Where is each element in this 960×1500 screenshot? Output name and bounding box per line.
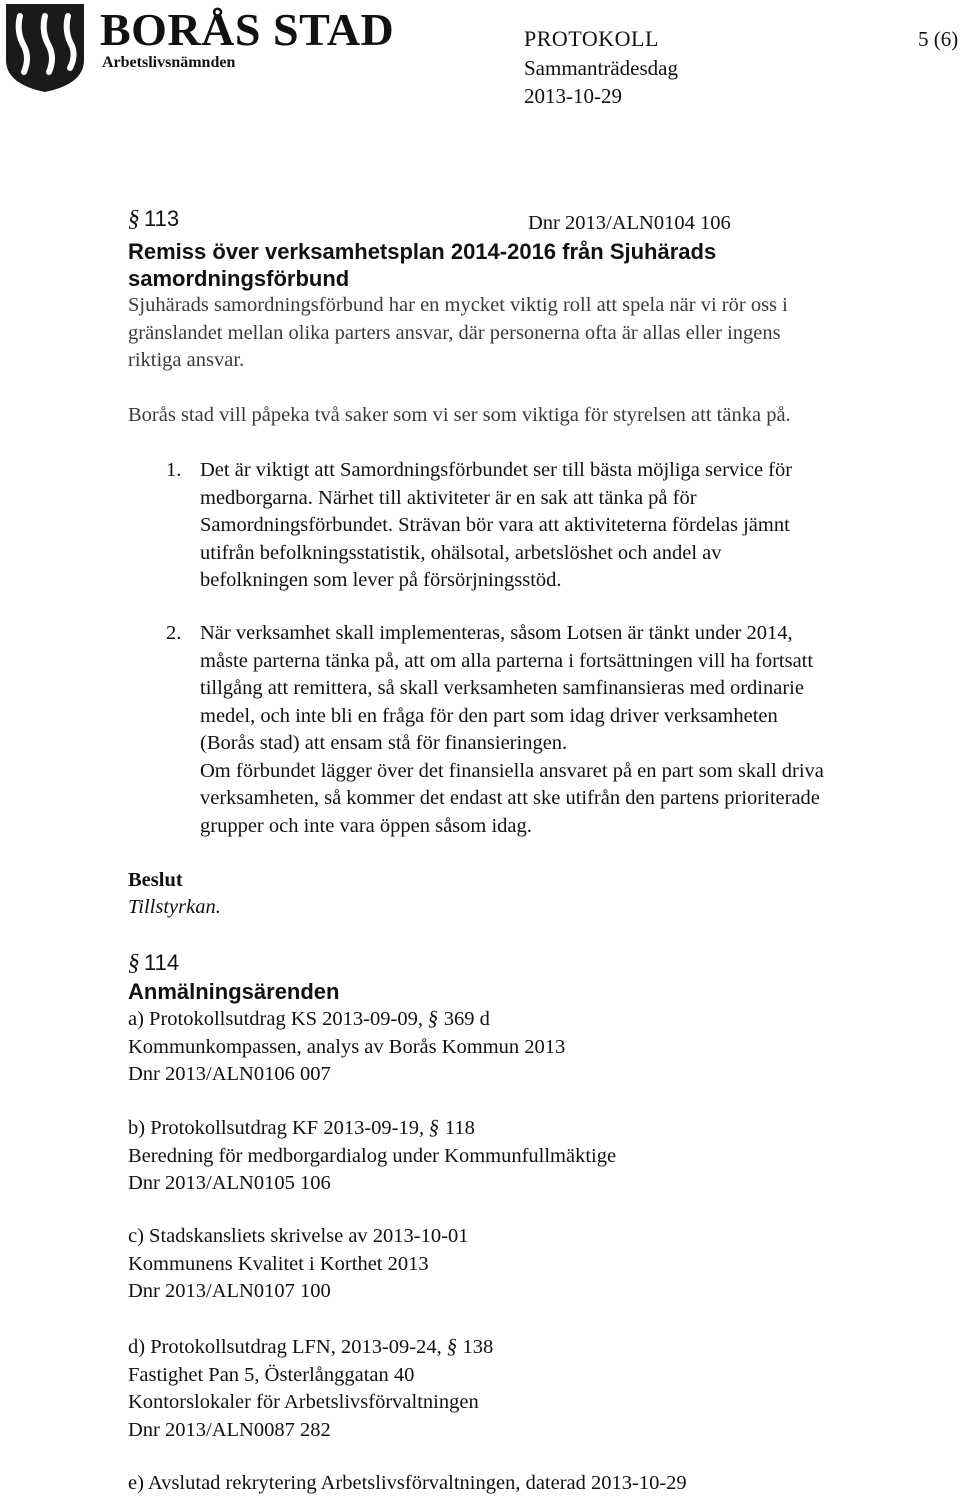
- list-line: (Borås stad) att ensam stå för finansieringen.: [200, 732, 568, 754]
- list-line: Om förbundet lägger över det finansiella ansvaret på en part som skall driva: [200, 759, 824, 782]
- logo-title: BORÅS STAD: [100, 4, 395, 55]
- item-text: d) Protokollsutdrag LFN, 2013-09-24,: [128, 1336, 442, 1358]
- section-114-title: Anmälningsärenden: [128, 979, 340, 1004]
- list-line: medel, och inte bli en fråga för den part som idag driver verksamheten: [200, 704, 778, 727]
- section-dnr: Dnr 2013/ALN0104 106: [528, 212, 731, 234]
- meeting-type: Sammanträdesdag: [524, 56, 678, 80]
- item-line: Dnr 2013/ALN0107 100: [128, 1280, 331, 1302]
- list-line: grupper och inte vara öppen såsom idag.: [200, 814, 532, 837]
- item-e: e) Avslutad rekrytering Arbetslivsförvaltningen, daterad 2013-10-29: [128, 1472, 687, 1494]
- section-number: 113: [144, 206, 180, 231]
- item-b-line-1: [128, 1114, 928, 1143]
- paragraph-sign-icon: §: [445, 1334, 460, 1358]
- item-d: [128, 1333, 928, 1444]
- item-ref: 369 d: [443, 1008, 490, 1030]
- list-line: utifrån befolkningsstatistik, ohälsotal, arbetslöshet och andel av: [200, 541, 722, 564]
- paragraph-sign-icon: §: [426, 1006, 441, 1030]
- item-line: Kommunens Kvalitet i Korthet 2013: [128, 1252, 429, 1275]
- section-title-line-2: samordningsförbund: [128, 266, 350, 291]
- intro-line: riktiga ansvar.: [128, 349, 245, 371]
- list-item-2: [166, 620, 940, 840]
- list-line: befolkningen som lever på försörjningsstöd.: [200, 569, 562, 591]
- item-text: a) Protokollsutdrag KS 2013-09-09,: [128, 1008, 423, 1030]
- item-a: [128, 1005, 928, 1089]
- item-line: Beredning för medborgardialog under Kommunfullmäktige: [128, 1144, 617, 1167]
- item-ref: 138: [462, 1336, 494, 1358]
- list-number: 1.: [166, 459, 182, 481]
- item-line: Dnr 2013/ALN0087 282: [128, 1418, 331, 1441]
- document-type: PROTOKOLL: [524, 26, 659, 51]
- paragraph-sign-icon: §: [427, 1115, 442, 1139]
- statement-paragraph: Borås stad vill påpeka två saker som vi ser som viktiga för styrelsen att tänka på.: [128, 404, 791, 426]
- list-line: verksamheten, så kommer det endast att ske utifrån den partens prioriterade: [200, 787, 820, 809]
- item-line: Dnr 2013/ALN0105 106: [128, 1172, 331, 1194]
- section-113-header: [128, 206, 179, 233]
- page-number: 5 (6): [918, 27, 959, 51]
- logo-subtitle: Arbetslivsnämnden: [102, 54, 236, 71]
- decision-text: Tillstyrkan.: [128, 896, 221, 918]
- list-line: tillgång att remittera, så skall verksamheten samfinansieras med ordinarie: [200, 677, 804, 699]
- section-title-line-1: Remiss över verksamhetsplan 2014-2016 från Sjuhärads: [128, 239, 717, 264]
- list-line: Det är viktigt att Samordningsförbundet ser till bästa möjliga service för: [200, 459, 793, 481]
- item-d-line-1: [128, 1333, 928, 1362]
- item-b: [128, 1114, 928, 1198]
- list-item-1: [166, 457, 940, 595]
- item-line: Kommunkompassen, analys av Borås Kommun 2013: [128, 1035, 566, 1058]
- paragraph-sign-icon: §: [126, 206, 142, 232]
- item-a-line-1: [128, 1005, 928, 1034]
- city-emblem-icon: [2, 2, 88, 94]
- section-number: 114: [144, 950, 180, 975]
- list-number: 2.: [166, 622, 182, 644]
- meeting-date: 2013-10-29: [524, 84, 622, 108]
- section-114-header: [128, 950, 179, 977]
- item-line: c) Stadskansliets skrivelse av 2013-10-01: [128, 1225, 469, 1247]
- list-line: medborgarna. Närhet till aktiviteter är en sak att tänka på för: [200, 486, 697, 509]
- list-line: Samordningsförbundet. Strävan bör vara att aktiviteterna fördelas jämnt: [200, 514, 790, 536]
- intro-line: gränslandet mellan olika parters ansvar, där personerna ofta är allas eller ingens: [128, 321, 781, 344]
- intro-line: Sjuhärads samordningsförbund har en mycket viktig roll att spela när vi rör oss i: [128, 294, 788, 316]
- item-ref: 118: [444, 1117, 475, 1139]
- item-line: Dnr 2013/ALN0106 007: [128, 1063, 331, 1085]
- item-c: [128, 1223, 928, 1306]
- item-line: Kontorslokaler för Arbetslivsförvaltningen: [128, 1391, 479, 1413]
- intro-paragraph: [128, 292, 928, 375]
- decision-label: Beslut: [128, 869, 183, 891]
- item-line: Fastighet Pan 5, Österlånggatan 40: [128, 1363, 415, 1386]
- paragraph-sign-icon: §: [126, 950, 142, 976]
- item-text: b) Protokollsutdrag KF 2013-09-19,: [128, 1117, 425, 1139]
- list-line: När verksamhet skall implementeras, såsom Lotsen är tänkt under 2014,: [200, 622, 793, 644]
- list-line: måste parterna tänka på, att om alla parterna i fortsättningen vill ha fortsatt: [200, 649, 814, 672]
